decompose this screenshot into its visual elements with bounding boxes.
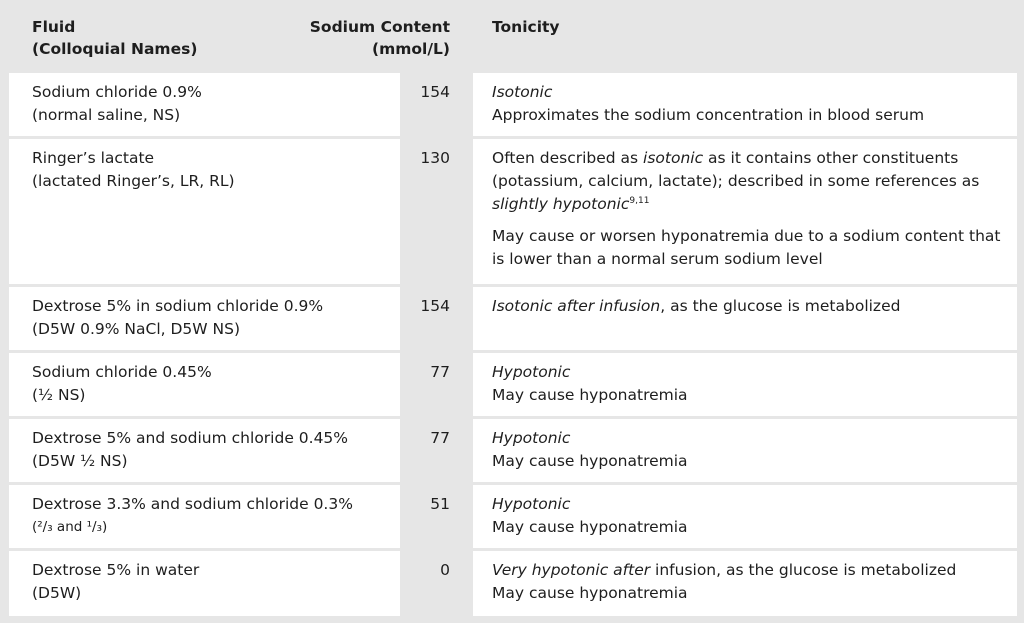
row-5-alias: (D5W ½ NS) — [32, 452, 128, 470]
row-7-fluid — [9, 551, 400, 616]
row-2-tonicity-para2: May cause or worsen hyponatremia due to a sodium content that is lower than a normal serum sodium level — [492, 227, 1001, 268]
row-5-tonicity-note: May cause hyponatremia — [492, 452, 688, 470]
row-3-alias: (D5W 0.9% NaCl, D5W NS) — [32, 320, 241, 338]
header-sodium — [300, 7, 464, 70]
row-5-name: Dextrose 5% and sodium chloride 0.45% — [32, 429, 349, 447]
row-6-tonicity-note: May cause hyponatremia — [492, 518, 688, 536]
row-7-tonicity — [473, 551, 1017, 616]
header-sodium-line2: (mmol/L) — [372, 40, 450, 58]
row-4-tonicity-note: May cause hyponatremia — [492, 386, 688, 404]
row-6-name: Dextrose 3.3% and sodium chloride 0.3% — [32, 495, 353, 513]
row-1-name: Sodium chloride 0.9% — [32, 83, 202, 101]
row-7-sodium — [400, 551, 464, 616]
row-5-sodium — [400, 419, 464, 482]
row-4-alias: (½ NS) — [32, 386, 86, 404]
row-6-alias: (²/₃ and ¹/₃) — [32, 519, 108, 535]
row-2-alias: (lactated Ringer’s, LR, RL) — [32, 172, 235, 190]
row-5-fluid — [9, 419, 400, 482]
row-4-tonicity — [473, 353, 1017, 416]
row-6-tonicity-label: Hypotonic — [492, 495, 571, 513]
row-6-sodium — [400, 485, 464, 548]
header-tonicity — [473, 7, 1017, 70]
row-1-tonicity — [473, 73, 1017, 136]
row-7-sodium-value: 0 — [440, 561, 450, 579]
row-2-tonicity — [473, 139, 1017, 284]
row-1-tonicity-note: Approximates the sodium concentration in blood serum — [492, 106, 925, 124]
row-4-sodium-value: 77 — [430, 363, 450, 381]
row-3-tonicity-note: Isotonic after infusion, as the glucose is metabolized — [492, 297, 901, 315]
row-7-tonicity-note2: May cause hyponatremia — [492, 584, 688, 602]
row-7-name: Dextrose 5% in water — [32, 561, 200, 579]
row-5-tonicity-label: Hypotonic — [492, 429, 571, 447]
row-5-tonicity — [473, 419, 1017, 482]
row-2-sodium-value: 130 — [420, 149, 450, 167]
row-6-tonicity — [473, 485, 1017, 548]
header-fluid-line1: Fluid — [32, 18, 76, 36]
header-fluid-line2: (Colloquial Names) — [32, 40, 198, 58]
row-3-tonicity — [473, 287, 1017, 350]
header-tonicity-label: Tonicity — [492, 18, 560, 36]
row-2-tonicity-para1: Often described as isotonic as it contains other constituents (potassium, calcium, lactate); described in some references as slightly hypotonic$^{9,11}$ — [492, 149, 980, 213]
row-1-sodium-value: 154 — [420, 83, 450, 101]
citation-superscript: 9,11 — [629, 195, 650, 206]
row-5-sodium-value: 77 — [430, 429, 450, 447]
row-7-tonicity-note: Very hypotonic after infusion, as the glucose is metabolized — [492, 561, 957, 579]
row-1-alias: (normal saline, NS) — [32, 106, 181, 124]
header-sodium-line1: Sodium Content — [309, 18, 450, 36]
row-1-fluid — [9, 73, 400, 136]
row-3-name: Dextrose 5% in sodium chloride 0.9% — [32, 297, 324, 315]
row-3-fluid — [9, 287, 400, 350]
row-1-tonicity-label: Isotonic — [492, 83, 553, 101]
row-2-fluid — [9, 139, 400, 284]
row-4-tonicity-label: Hypotonic — [492, 363, 571, 381]
row-7-alias: (D5W) — [32, 584, 82, 602]
row-3-sodium — [400, 287, 464, 350]
row-4-name: Sodium chloride 0.45% — [32, 363, 212, 381]
row-6-sodium-value: 51 — [430, 495, 450, 513]
row-6-fluid — [9, 485, 400, 548]
row-1-sodium — [400, 73, 464, 136]
row-2-name: Ringer’s lactate — [32, 149, 155, 167]
row-3-sodium-value: 154 — [420, 297, 450, 315]
row-2-sodium — [400, 139, 464, 284]
row-4-fluid — [9, 353, 400, 416]
row-4-sodium — [400, 353, 464, 416]
